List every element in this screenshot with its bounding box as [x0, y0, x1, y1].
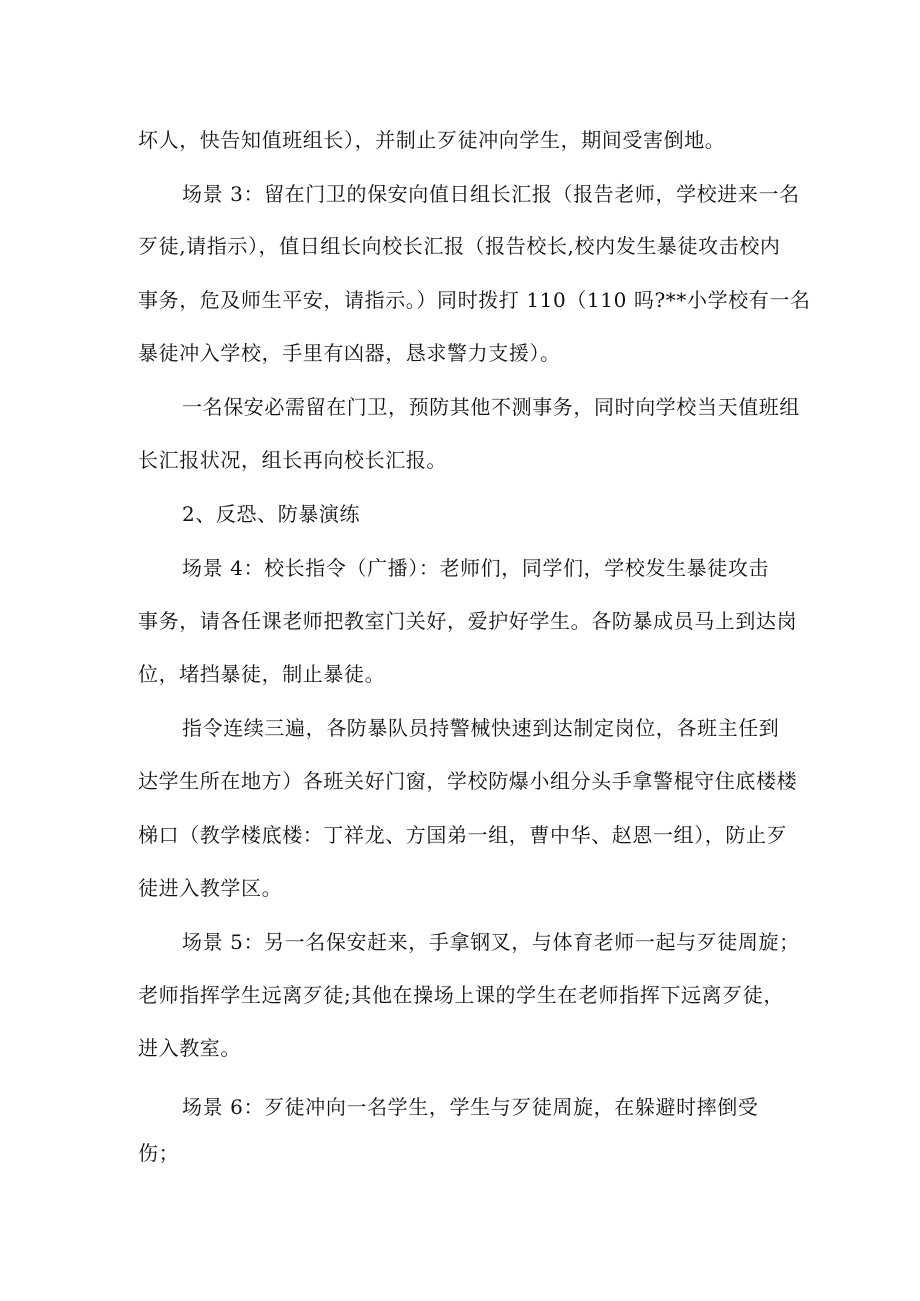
text-line: 指令连续三遍，各防暴队员持警械快速到达制定岗位，各班主任到 — [182, 716, 780, 740]
text-line: 场景 5：另一名保安赶来，手拿钢叉，与体育老师一起与歹徒周旋； — [182, 930, 800, 954]
text-line: 歹徒,请指示），值日组长向校长汇报（报告校长,校内发生暴徒攻击校内 — [138, 234, 781, 258]
text-line: 坏人，快告知值班组长），并制止歹徒冲向学生，期间受害倒地。 — [138, 128, 726, 152]
text-line: 一名保安必需留在门卫，预防其他不测事务，同时向学校当天值班组 — [182, 395, 800, 419]
text-line: 达学生所在地方）各班关好门窗，学校防爆小组分头手拿警棍守住底楼楼 — [138, 769, 798, 793]
text-line: 场景 4：校长指令（广播）：老师们，同学们，学校发生暴徒攻击 — [182, 556, 770, 580]
text-line: 位，堵挡暴徒，制止暴徒。 — [138, 662, 386, 686]
text-line: 事务，危及师生平安，请指示。）同时拨打 110（110 吗?**小学校有一名 — [138, 288, 811, 312]
text-line: 徒进入教学区。 — [138, 876, 283, 900]
text-line: 伤； — [138, 1141, 180, 1165]
text-line: 长汇报状况，组长再向校长汇报。 — [138, 448, 447, 472]
text-line: 场景 6：歹徒冲向一名学生，学生与歹徒周旋，在躲避时摔倒受 — [182, 1095, 759, 1119]
text-line: 老师指挥学生远离歹徒;其他在操场上课的学生在老师指挥下远离歹徒， — [138, 983, 784, 1007]
text-line: 进入教室。 — [138, 1036, 241, 1060]
text-line: 场景 3：留在门卫的保安向值日组长汇报（报告老师，学校进来一名 — [182, 182, 800, 206]
text-line: 梯口（教学楼底楼：丁祥龙、方国弟一组，曹中华、赵恩一组），防止歹 — [138, 823, 788, 847]
text-line: 暴徒冲入学校，手里有凶器，恳求警力支援）。 — [138, 341, 561, 365]
text-line: 事务，请各任课老师把教室门关好，爱护好学生。各防暴成员马上到达岗 — [138, 609, 798, 633]
section-heading: 2、反恐、防暴演练 — [182, 502, 361, 526]
